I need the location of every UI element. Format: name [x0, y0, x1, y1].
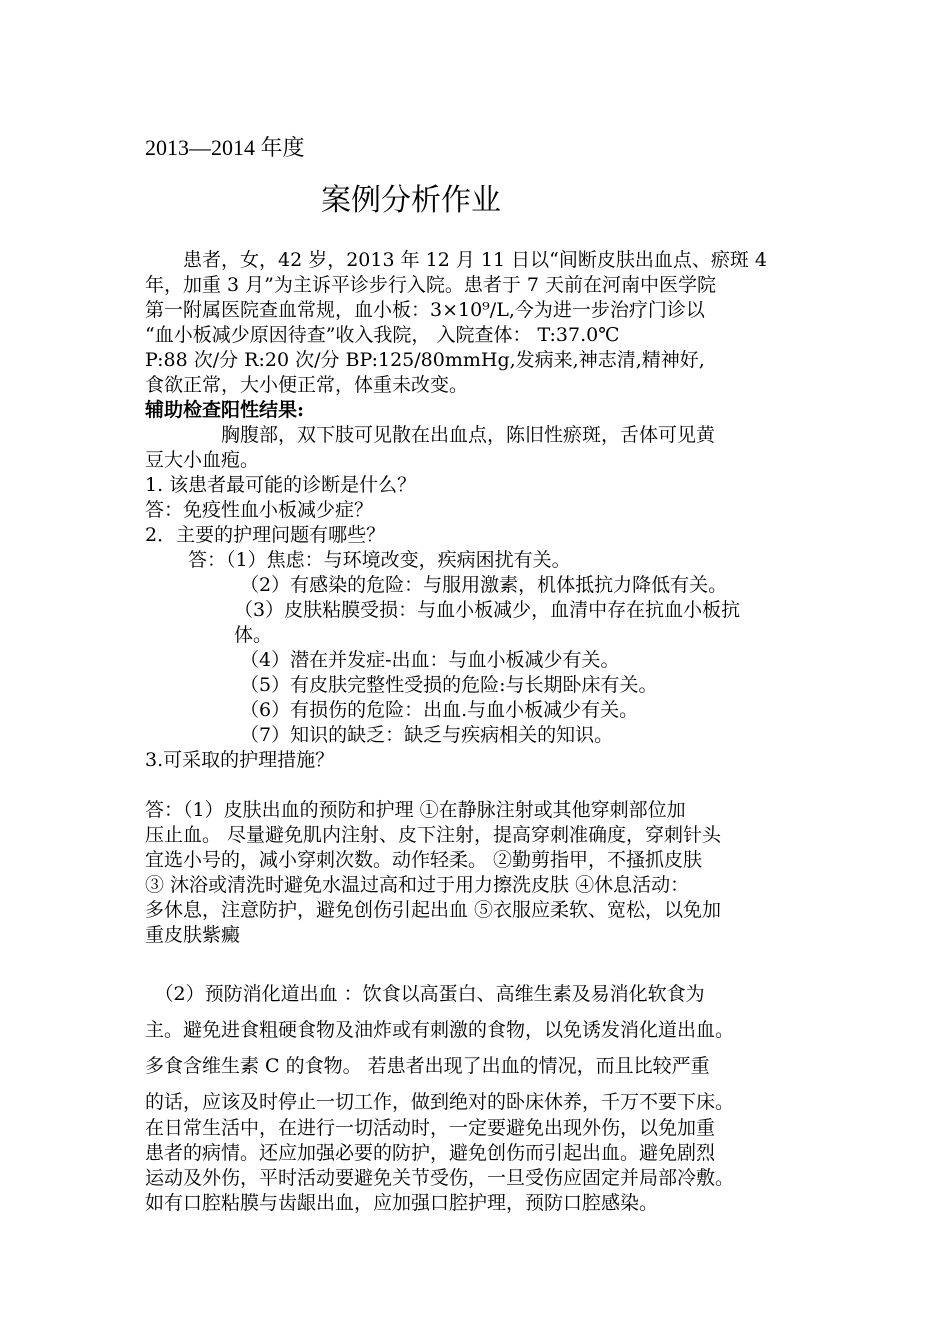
answer-3-line: 患者的病情。还应加强必要的防护，避免创伤而引起出血。避免剧烈 — [145, 1142, 716, 1164]
case-line: 年，加重 3 月”为主诉平诊步行入院。患者于 7 天前在河南中医学院 — [145, 274, 717, 296]
case-line: “血小板减少原因待查”收入我院， 入院查体： T:37.0℃ — [145, 324, 620, 346]
answer-3-line: 多食含维生素 C 的食物。 若患者出现了出血的情况，而且比较严重 — [145, 1055, 710, 1077]
case-line: 第一附属医院查血常规，血小板：3×10⁹/L,今为进一步治疗门诊以 — [145, 299, 705, 321]
answer-3-line: 多休息，注意防护，避免创伤引起出血 ⑤衣服应柔软、宽松，以免加 — [145, 899, 722, 921]
answer-3-line: 宜选小号的，减小穿刺次数。动作轻柔。 ②勤剪指甲，不搔抓皮肤 — [145, 849, 703, 871]
question-2: 2．主要的护理问题有哪些？ — [145, 524, 386, 546]
answer-2-item: 答：（1）焦虑：与环境改变，疾病困扰有关。 — [188, 549, 571, 571]
answer-2-item: （6）有损伤的危险：出血.与血小板减少有关。 — [240, 699, 639, 721]
answer-2-item: 体。 — [234, 624, 273, 646]
case-line: P:88 次/分 R:20 次/分 BP:125/80mmHg,发病来,神志清,精神好, — [145, 349, 705, 371]
aux-heading: 辅助检查阳性结果: — [145, 399, 305, 421]
answer-3-line: 重皮肤紫癜 — [145, 924, 241, 946]
answer-3-line: 在日常生活中，在进行一切活动时，一定要避免出现外伤，以免加重 — [145, 1117, 716, 1139]
aux-line: 胸腹部，双下肢可见散在出血点，陈旧性瘀斑，舌体可见黄 — [145, 424, 716, 446]
page-title: 案例分析作业 — [321, 183, 501, 218]
answer-2-item: （3）皮肤粘膜受损：与血小板减少，血清中存在抗血小板抗 — [234, 599, 741, 621]
answer-3-line: （2）预防消化道出血 ：饮食以高蛋白、高维生素及易消化软食为 — [145, 983, 705, 1005]
answer-3-line: 的话，应该及时停止一切工作，做到绝对的卧床休养，千万不要下床。 — [145, 1091, 735, 1113]
answer-1: 答：免疫性血小板减少症？ — [145, 499, 374, 521]
case-line: 食欲正常，大小便正常，体重未改变。 — [145, 374, 469, 396]
answer-3-line: 如有口腔粘膜与齿龈出血，应加强口腔护理，预防口腔感染。 — [145, 1192, 659, 1214]
question-1: 1. 该患者最可能的诊断是什么？ — [145, 474, 417, 496]
answer-3-line: 运动及外伤，平时活动要避免关节受伤，一旦受伤应固定并局部冷敷。 — [145, 1167, 735, 1189]
case-line: 患者，女，42 岁，2013 年 12 月 11 日以“间断皮肤出血点、瘀斑 4 — [145, 249, 767, 271]
academic-year: 2013—2014 年度 — [145, 135, 305, 160]
question-3: 3.可采取的护理措施？ — [145, 749, 335, 771]
answer-3-line: 答：（1）皮肤出血的预防和护理 ①在静脉注射或其他穿刺部位加 — [145, 799, 686, 821]
answer-3-line: 压止血。 尽量避免肌内注射、皮下注射，提高穿刺准确度，穿刺针头 — [145, 824, 722, 846]
answer-2-item: （2）有感染的危险：与服用激素，机体抵抗力降低有关。 — [240, 574, 728, 596]
answer-2-item: （5）有皮肤完整性受损的危险:与长期卧床有关。 — [240, 674, 658, 696]
answer-2-item: （7）知识的缺乏：缺乏与疾病相关的知识。 — [240, 724, 614, 746]
answer-3-line: 主。避免进食粗硬食物及油炸或有刺激的食物，以免诱发消化道出血。 — [145, 1019, 735, 1041]
aux-line: 豆大小血疱。 — [145, 449, 260, 471]
answer-2-item: （4）潜在并发症-出血：与血小板减少有关。 — [240, 649, 620, 671]
answer-3-line: ③ 沐浴或清洗时避免水温过高和过于用力擦洗皮肤 ④休息活动： — [145, 874, 690, 896]
